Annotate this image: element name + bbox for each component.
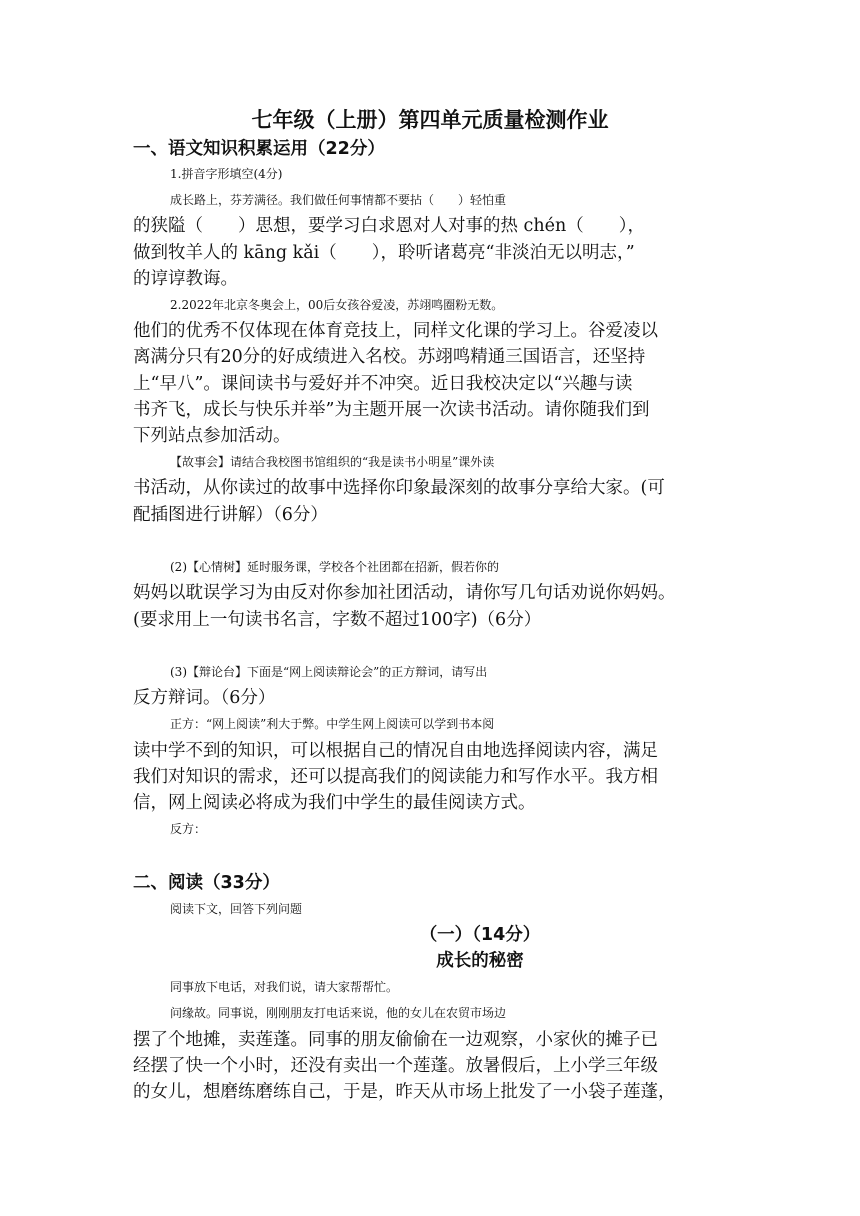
story-paragraph-line: 问缘故。同事说，刚刚朋友打电话来说，他的女儿在农贸市场边 — [170, 1006, 507, 1020]
q1-line: 的狭隘（ ）思想，要学习白求恩对人对事的热 chén（ ）， — [133, 216, 646, 236]
story-paragraph: 同事放下电话，对我们说，请大家帮帮忙。 — [170, 980, 399, 994]
q2-line: 离满分只有20分的好成绩进入名校。苏翊鸣精通三国语言，还坚持 — [133, 347, 646, 367]
story-paragraph-line: 经摆了快一个小时，还没有卖出一个莲蓬。放暑假后，上小学三年级 — [133, 1056, 658, 1076]
section2-heading: 二、阅读（33分） — [133, 873, 280, 893]
pro-argument-line: 读中学不到的知识，可以根据自己的情况自由地选择阅读内容，满足 — [133, 741, 658, 761]
pro-argument-line: 正方：“网上阅读”利大于弊。中学生网上阅读可以学到书本阅 — [170, 717, 495, 731]
story-meeting-line: 书活动，从你读过的故事中选择你印象最深刻的故事分享给大家。(可 — [133, 478, 665, 498]
story-paragraph-line: 的女儿，想磨练磨练自己，于是，昨天从市场上批发了一小袋子莲蓬， — [133, 1082, 676, 1102]
story-meeting-line: 【故事会】请结合我校图书馆组织的“我是读书小明星”课外读 — [170, 455, 495, 469]
story-title: 成长的秘密 — [436, 951, 524, 971]
q2-line: 下列站点参加活动。 — [133, 426, 291, 446]
debate-line: 反方辩词。（6分） — [133, 688, 276, 708]
q1-line: 的谆谆教诲。 — [133, 269, 238, 289]
q2-line: 他们的优秀不仅体现在体育竞技上，同样文化课的学习上。谷爱凌以 — [133, 321, 658, 341]
q1-line: 做到牧羊人的 kāng kǎi（ ），聆听诸葛亮“非淡泊无以明志，” — [133, 243, 635, 263]
q2-line: 2.2022年北京冬奥会上，00后女孩谷爱凌，苏翊鸣圈粉无数。 — [170, 298, 504, 312]
pro-argument-line: 信，网上阅读必将成为我们中学生的最佳阅读方式。 — [133, 793, 536, 813]
section1-heading: 一、语文知识积累运用（22分） — [133, 139, 385, 159]
mood-tree-line: (要求用上一句读书名言，字数不超过100字)（6分） — [133, 610, 542, 630]
story-meeting-line: 配插图进行讲解）（6分） — [133, 505, 328, 525]
part1-heading: （一）（14分） — [419, 925, 541, 945]
con-label: 反方： — [170, 822, 207, 836]
reading-instruction: 阅读下文，回答下列问题 — [170, 902, 303, 916]
mood-tree-line: 妈妈以耽误学习为由反对你参加社团活动，请你写几句话劝说你妈妈。 — [133, 583, 676, 603]
q2-line: 书齐飞，成长与快乐并举”为主题开展一次读书活动。请你随我们到 — [133, 400, 650, 420]
story-paragraph-line: 摆了个地摊，卖莲蓬。同事的朋友偷偷在一边观察，小家伙的摊子已 — [133, 1030, 658, 1050]
mood-tree-line: (2)【心情树】延时服务课，学校各个社团都在招新，假若你的 — [170, 560, 500, 574]
debate-line: (3)【辩论台】下面是“网上阅读辩论会”的正方辩词，请写出 — [170, 665, 488, 679]
q1-label: 1.拼音字形填空(4分) — [170, 167, 283, 181]
q2-line: 上“早八”。课间读书与爱好并不冲突。近日我校决定以“兴趣与读 — [133, 374, 633, 394]
q1-line: 成长路上，芬芳满径。我们做任何事情都不要拈（ ）轻怕重 — [170, 193, 507, 207]
pro-argument-line: 我们对知识的需求，还可以提高我们的阅读能力和写作水平。我方相 — [133, 767, 658, 787]
document-title: 七年级（上册）第四单元质量检测作业 — [251, 108, 609, 132]
